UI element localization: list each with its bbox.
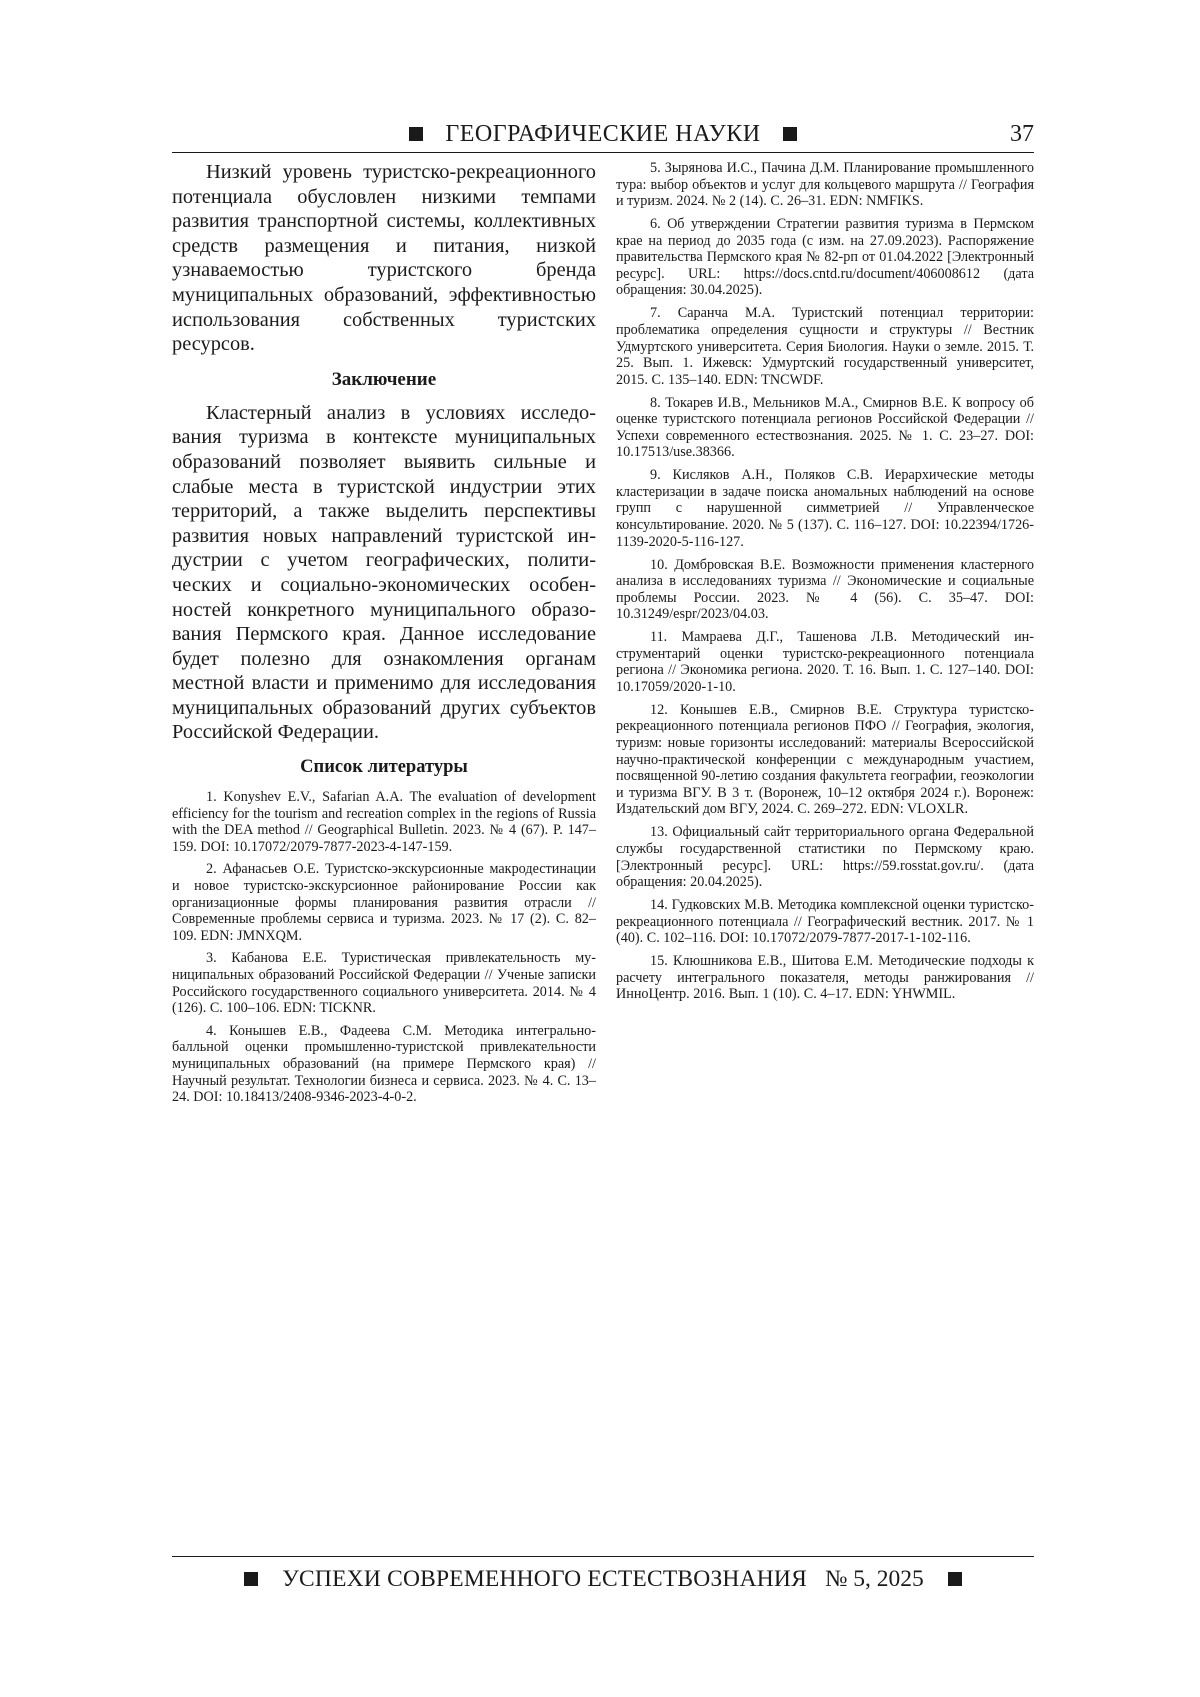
reference-item: 11. Мамраева Д.Г., Ташенова Л.В. Методический инструментарий оценки туристско-рекреационного потенциала региона // Экономика региона. 2020. Т. 16. Вып. 1. С. 127–140. DOI: 10.17059/2020-1-10.	[616, 629, 1034, 695]
reference-item: 14. Гудковских М.В. Методика комплексной оценки туристско-рекреационного потенциала // Географический вестник. 2017. № 1 (40). С. 102–116. DOI: 10.17072/2079-7877-2017-1-102-116.	[616, 897, 1034, 947]
conclusion-heading: Заключение	[331, 368, 437, 390]
reference-item: 15. Клюшникова Е.В., Шитова Е.М. Методические подходы к расчету интегрального показателя, методы ранжирования // ИнноЦентр. 2016. Вып. 1 (10). С. 4–17. EDN: YHWMIL.	[616, 953, 1034, 1003]
reference-item: 2. Афанасьев О.Е. Туристско-экскурсионные макродестинации и новое туристско-экскурсионное районирование России как организационные формы планирования развития отрасли // Современные проблемы сервиса и туризма. 2023. № 17 (2). С. 82–109. EDN: JMNXQM.	[172, 861, 596, 944]
header-title-group	[172, 120, 1034, 148]
reference-item: 13. Официальный сайт территориального органа Федеральной службы государственной статистики по Пермскому краю. [Электронный ресурс]. URL: https://59.rosstat.gov.ru/. (дата обращения: 20.04.2025).	[616, 824, 1034, 891]
reference-item: 8. Токарев И.В., Мельников М.А., Смирнов В.Е. К вопросу об оценке туристского потенциала регионов Российской Федерации // Успехи современного естествознания. 2025. № 1. С. 23–27. DOI: 10.17513/use.38366.	[616, 394, 1034, 461]
square-bullet-icon	[409, 127, 423, 141]
header-rule	[172, 152, 1034, 153]
journal-name: УСПЕХИ СОВРЕМЕННОГО ЕСТЕСТВОЗНАНИЯ	[282, 1565, 807, 1592]
reference-item: 12. Конышев Е.В., Смирнов В.Е. Структура туристско-рекреационного потенциала регионов ПФО // География, экология, туризм: новые горизонты исследований: материалы Всероссийской научно-практической конференции с международным участием, посвященной 90-летию создания факультета географии, геоэкологии и туризма ВГУ. В 3 т. (Воронеж, 10–12 октября 2024 г.). Воронеж: Издательский дом ВГУ, 2024. С. 269–272. EDN: VLOXLR.	[616, 701, 1034, 818]
right-column	[616, 160, 1034, 1009]
body-paragraph: Кластерный анализ в условиях исследования туризма в контексте муниципальных образований позволяет выявить сильные и слабые места в туристской индустрии этих территорий, а также выделить перспективы развития новых направлений туристской индустрии с учетом географических, политических и социально-экономических особенностей конкретного муниципального образования Пермского края. Данное исследование будет полезно для ознакомления органам местной власти и применимо для исследования муниципальных образований других субъектов Российской Федерации.	[172, 401, 596, 744]
square-bullet-icon	[948, 1572, 962, 1586]
issue-number: № 5, 2025	[824, 1565, 924, 1592]
reference-item: 6. Об утверждении Стратегии развития туризма в Пермском крае на период до 2035 года (с изм. на 27.09.2023). Распоряжение правительства Пермского края № 82-рп от 01.04.2022 [Электронный ресурс]. URL: https://docs.cntd.ru/document/406008612 (дата обращения: 30.04.2025).	[616, 216, 1034, 299]
left-column	[172, 160, 596, 1112]
square-bullet-icon	[244, 1572, 258, 1586]
running-header	[172, 118, 1034, 150]
reference-item: 10. Домбровская В.Е. Возможности применения кластерного анализа в исследованиях туризма // Экономические и социальные проблемы России. 2023. № 4 (56). С. 35–47. DOI: 10.31249/espr/2023/04.03.	[616, 556, 1034, 623]
reference-item: 4. Конышев Е.В., Фадеева С.М. Методика интегрально-балльной оценки промышленно-туристской привлекательности муниципальных образований (на примере Пермского края) // Научный результат. Технологии бизнеса и сервиса. 2023. № 4. С. 13–24. DOI: 10.18413/2408-9346-2023-4-0-2.	[172, 1022, 596, 1106]
reference-item: 3. Кабанова Е.Е. Туристическая привлекательность муниципальных образований Российской Федерации // Ученые записки Российского государственного социального университета. 2014. № 4 (126). С. 100–106. EDN: TICKNR.	[172, 950, 596, 1017]
body-paragraph: Низкий уровень туристско-рекреационного потенциала обусловлен низкими темпами развития транспортной системы, коллективных средств размещения и питания, низкой узнаваемостью туристского бренда муниципальных образований, эффективностью использования собственных туристских ресурсов.	[172, 161, 596, 356]
reference-item: 5. Зырянова И.С., Пачина Д.М. Планирование промышленного тура: выбор объектов и услуг для кольцевого маршрута // География и туризм. 2024. № 2 (14). С. 26–31. EDN: NMFIKS.	[616, 160, 1034, 210]
reference-item: 9. Кисляков А.Н., Поляков С.В. Иерархические методы кластеризации в задаче поиска аномальных наблюдений на основе групп с нарушенной симметрией // Управленческое консультирование. 2020. № 5 (137). С. 116–127. DOI: 10.22394/1726-1139-2020-5-116-127.	[616, 467, 1034, 550]
journal-section-title: ГЕОГРАФИЧЕСКИЕ НАУКИ	[445, 121, 761, 147]
reference-item: 1. Konyshev E.V., Safarian A.A. The evaluation of development efficiency for the tourism and recreation complex in the regions of Russia with the DEA method // Geographical Bulletin. 2023. № 4 (67). P. 147–159. DOI: 10.17072/2079-7877-2023-4-147-159.	[172, 789, 596, 855]
page-number: 37	[1010, 121, 1034, 147]
reference-item: 7. Саранча М.А. Туристский потенциал территории: проблематика определения сущности и структуры // Вестник Удмуртского университета. Серия Биология. Науки о земле. 2015. Т. 25. Вып. 1. Ижевск: Удмуртский государственный университет, 2015. С. 135–140. EDN: TNCWDF.	[616, 305, 1034, 388]
square-bullet-icon	[783, 127, 797, 141]
running-footer	[172, 1562, 1034, 1596]
footer-rule	[172, 1556, 1034, 1557]
references-heading: Список литературы	[300, 757, 468, 778]
